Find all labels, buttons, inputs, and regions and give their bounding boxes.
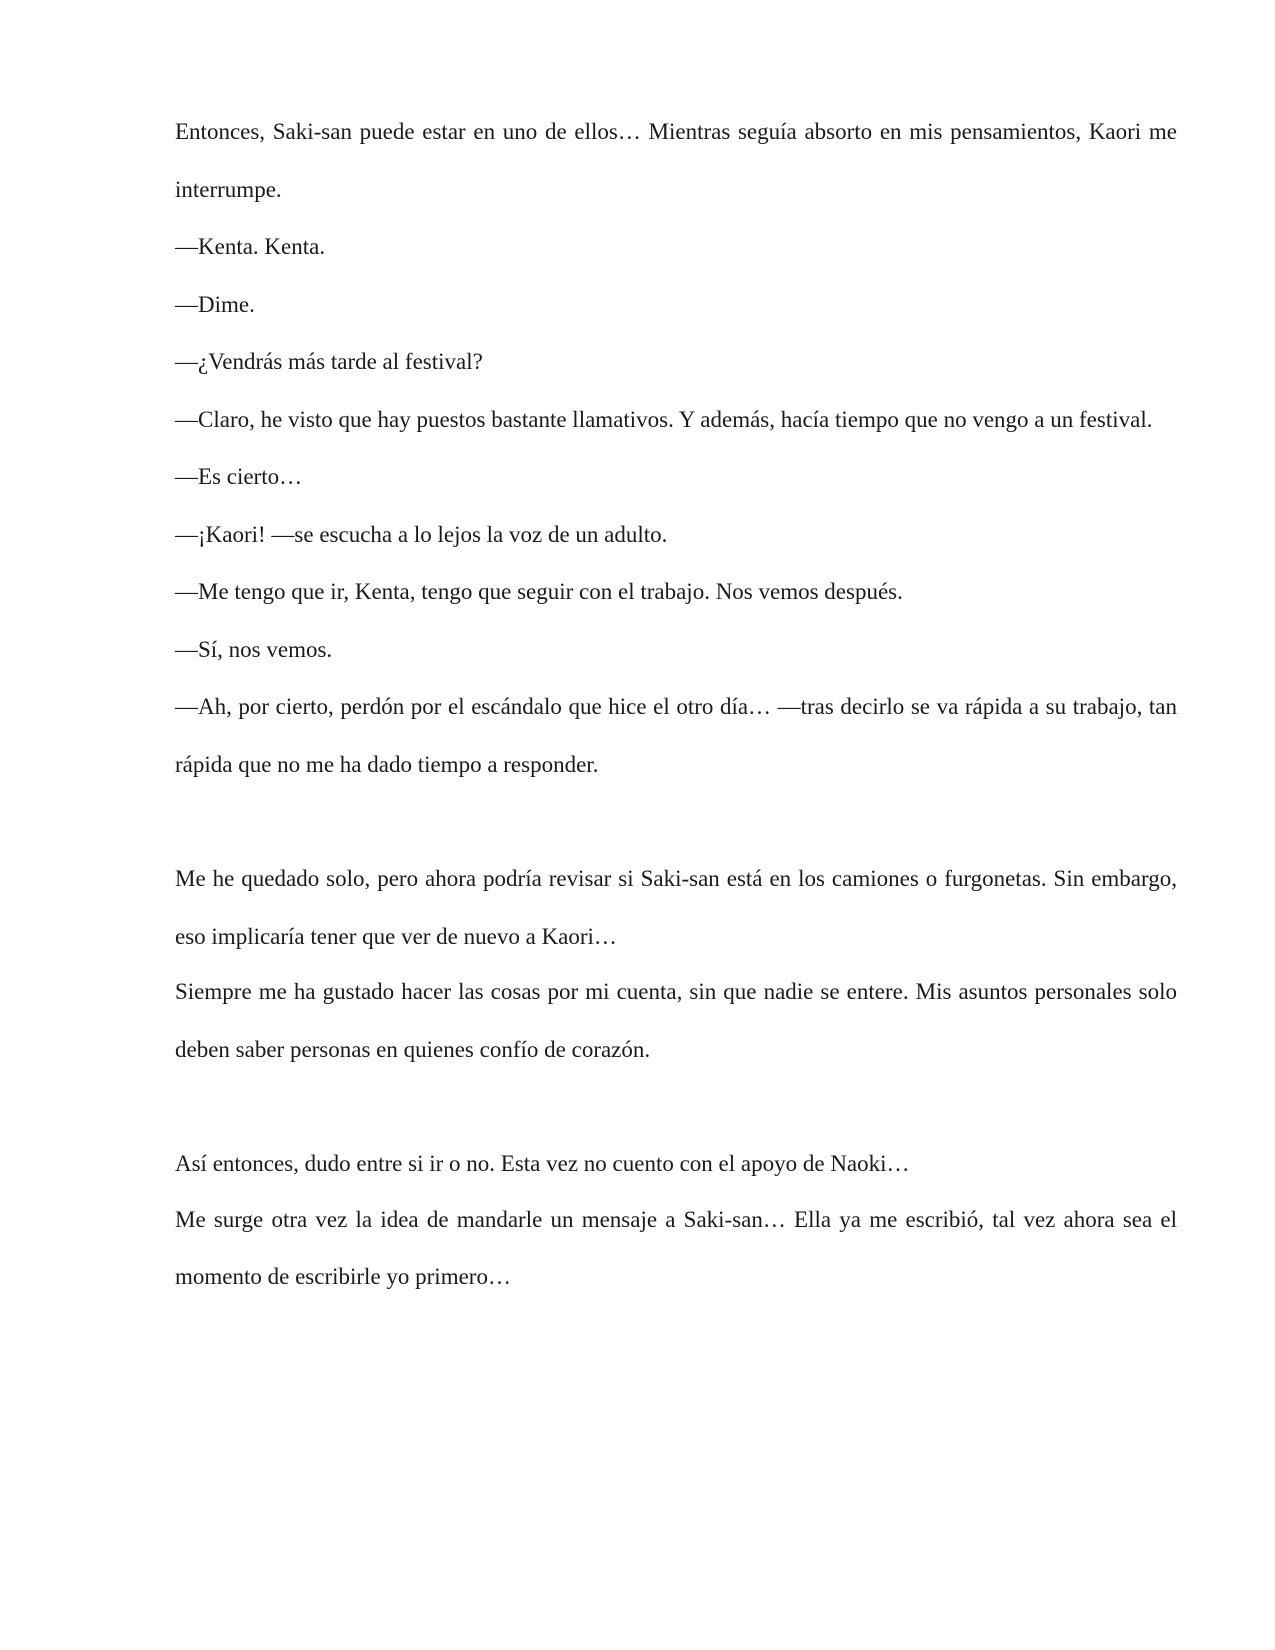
paragraph-1: Entonces, Saki-san puede estar en uno de ellos… Mientras seguía absorto en mis pensamientos, Kaori me interrumpe. (175, 119, 1177, 202)
dialogue-dime: —Dime. (175, 291, 255, 317)
paragraph-solo: Me he quedado solo, pero ahora podría revisar si Saki-san está en los camiones o furgonetas. Sin embargo, eso implicaría tener que ver de nuevo a Kaori… (175, 866, 1177, 949)
paragraph-spacer (175, 1078, 1177, 1135)
dialogue-perdon: —Ah, por cierto, perdón por el escándalo que hice el otro día… —tras decirlo se va rápida a su trabajo, tan rápida que no me ha dado tiempo a responder. (175, 694, 1177, 777)
paragraph-siempre: Siempre me ha gustado hacer las cosas por mi cuenta, sin que nadie se entere. Mis asuntos personales solo deben saber personas en quienes confío de corazón. (175, 979, 1177, 1062)
paragraph-asi-entonces: Así entonces, dudo entre si ir o no. Esta vez no cuento con el apoyo de Naoki… (175, 1151, 910, 1176)
dialogue-kenta: —Kenta. Kenta. (175, 234, 326, 259)
dialogue-kaori-call: —¡Kaori! —se escucha a lo lejos la voz de un adulto. (175, 521, 668, 547)
paragraph-spacer (175, 793, 1177, 850)
dialogue-es-cierto: —Es cierto… (175, 464, 303, 489)
dialogue-nos-vemos: —Sí, nos vemos. (175, 636, 333, 662)
dialogue-me-tengo-que-ir: —Me tengo que ir, Kenta, tengo que seguir con el trabajo. Nos vemos después. (175, 579, 903, 604)
dialogue-festival-question: —¿Vendrás más tarde al festival? (175, 349, 483, 374)
dialogue-festival-answer: —Claro, he visto que hay puestos bastante llamativos. Y además, hacía tiempo que no vengo a un festival. (175, 406, 1153, 432)
document-body (175, 103, 1177, 1306)
paragraph-me-surge: Me surge otra vez la idea de mandarle un mensaje a Saki-san… Ella ya me escribió, tal vez ahora sea el momento de escribirle yo primero… (175, 1206, 1177, 1289)
